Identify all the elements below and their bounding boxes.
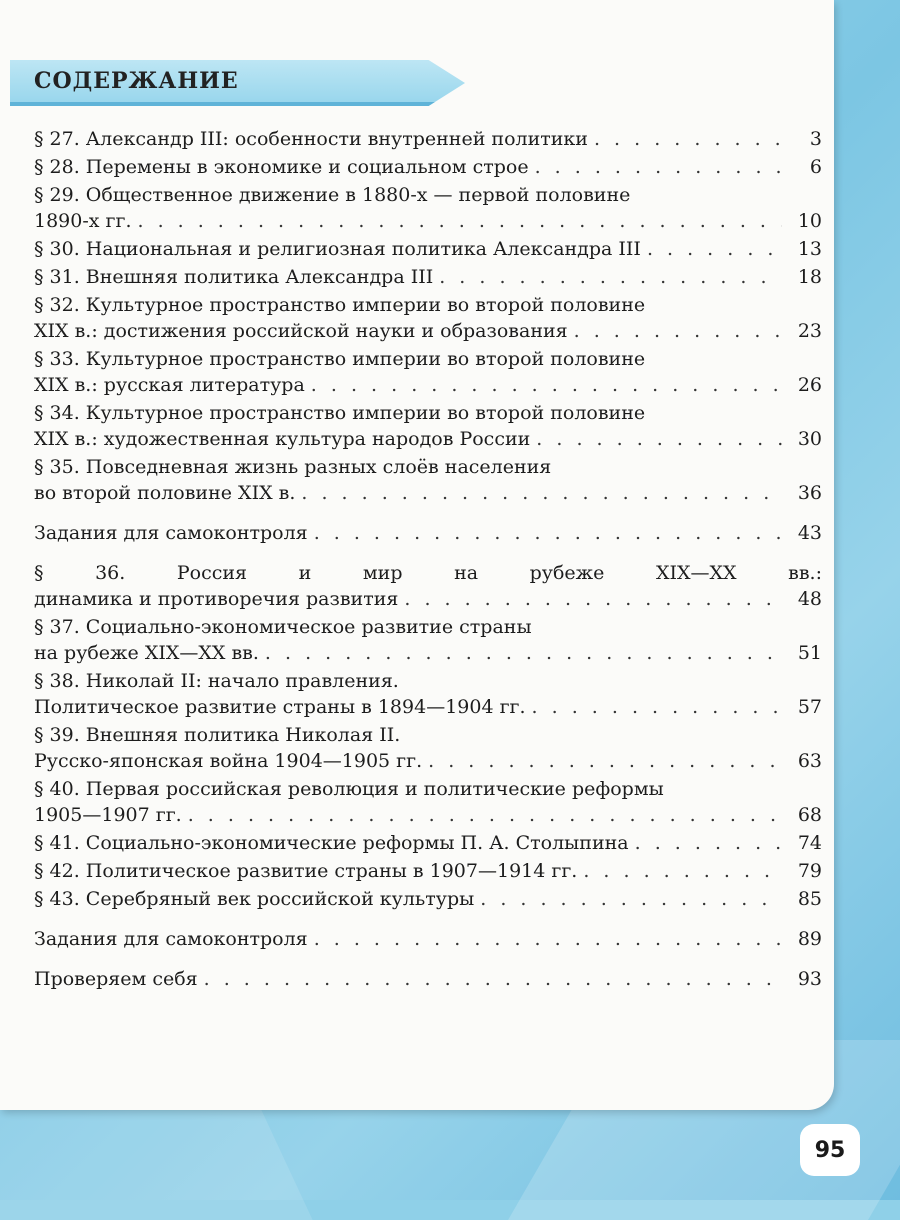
dot-leader xyxy=(428,748,782,774)
toc-page-number: 26 xyxy=(797,374,822,396)
toc-entry-title: § 42. Политическое развитие страны в 1907—1914 гг. xyxy=(34,860,578,882)
toc-entry[interactable] xyxy=(34,346,822,398)
toc-entry-title: § 38. Николай II: начало правления. xyxy=(34,670,399,692)
toc-entry-title-cont: во второй половине XIX в. xyxy=(34,482,296,504)
dot-leader xyxy=(301,480,782,506)
toc-entry[interactable] xyxy=(34,830,822,856)
toc-page-number: 48 xyxy=(797,588,822,610)
dot-leader xyxy=(536,426,782,452)
toc-page-number: 63 xyxy=(797,750,822,772)
toc-entry[interactable] xyxy=(34,776,822,828)
toc-entry-title-cont: 1890-х гг. xyxy=(34,210,132,232)
toc-entry[interactable] xyxy=(34,182,822,234)
dot-leader xyxy=(204,966,782,992)
toc-entry-title: § 27. Александр III: особенности внутренней политики xyxy=(34,128,588,150)
toc-entry-title-cont: Русско-японская война 1904—1905 гг. xyxy=(34,750,423,772)
toc-entry-title: § 28. Перемены в экономике и социальном строе xyxy=(34,156,529,178)
toc-entry-title-cont: динамика и противоречия развития xyxy=(34,588,399,610)
toc-page-number: 30 xyxy=(797,428,822,450)
toc-page-number: 10 xyxy=(797,210,822,232)
page-title: СОДЕРЖАНИЕ xyxy=(34,68,239,94)
dot-leader xyxy=(439,264,782,290)
page-number-badge: 95 xyxy=(800,1124,860,1176)
toc-entry[interactable] xyxy=(34,126,822,152)
dot-leader xyxy=(583,858,782,884)
dot-leader xyxy=(532,694,782,720)
toc-entry-title: Задания для самоконтроля xyxy=(34,928,308,950)
toc-entry-title-cont: Политическое развитие страны в 1894—1904 гг. xyxy=(34,696,526,718)
toc-page-number: 89 xyxy=(797,928,822,950)
dot-leader xyxy=(574,318,782,344)
toc-entry-title: § 39. Внешняя политика Николая II. xyxy=(34,724,401,746)
toc-page-number: 85 xyxy=(797,888,822,910)
dot-leader xyxy=(311,372,782,398)
toc-page-number: 79 xyxy=(797,860,822,882)
toc-page-number: 3 xyxy=(809,128,822,150)
toc-page-number: 43 xyxy=(797,522,822,544)
toc-entry-title: Проверяем себя xyxy=(34,968,198,990)
dot-leader xyxy=(647,236,782,262)
toc-entry[interactable] xyxy=(34,236,822,262)
toc-page-number: 93 xyxy=(797,968,822,990)
toc-entry-title: § 43. Серебряный век российской культуры xyxy=(34,888,475,910)
toc-entry-title: § 40. Первая российская революция и политические реформы xyxy=(34,778,664,800)
toc-entry[interactable] xyxy=(34,154,822,180)
table-of-contents xyxy=(34,126,822,994)
dot-leader xyxy=(314,926,782,952)
toc-entry-title: § 37. Социально-экономическое развитие страны xyxy=(34,616,532,638)
toc-entry-title: § 41. Социально-экономические реформы П. А. Столыпина xyxy=(34,832,629,854)
toc-page-number: 23 xyxy=(797,320,822,342)
toc-entry-title: § 34. Культурное пространство империи во второй половине xyxy=(34,402,646,424)
dot-leader xyxy=(265,640,782,666)
toc-page-number: 13 xyxy=(797,238,822,260)
toc-entry-title: § 33. Культурное пространство империи во второй половине xyxy=(34,348,646,370)
toc-page-number: 74 xyxy=(797,832,822,854)
toc-entry[interactable] xyxy=(34,668,822,720)
dot-leader xyxy=(137,208,782,234)
toc-entry-title: Задания для самоконтроля xyxy=(34,522,308,544)
toc-entry-check-yourself[interactable] xyxy=(34,966,822,992)
toc-page-number: 18 xyxy=(797,266,822,288)
toc-entry-self-check[interactable] xyxy=(34,520,822,546)
toc-page-number: 57 xyxy=(797,696,822,718)
toc-entry[interactable] xyxy=(34,614,822,666)
toc-entry-title: § 36. Россия и мир на рубеже XIX—XX вв.: xyxy=(34,562,822,584)
toc-page-number: 36 xyxy=(797,482,822,504)
toc-entry-title-cont: XIX в.: русская литература xyxy=(34,374,305,396)
toc-entry[interactable] xyxy=(34,454,822,506)
toc-entry[interactable] xyxy=(34,886,822,912)
toc-entry-title-cont: 1905—1907 гг. xyxy=(34,804,182,826)
toc-entry-title: § 32. Культурное пространство империи во второй половине xyxy=(34,294,646,316)
toc-entry[interactable] xyxy=(34,722,822,774)
dot-leader xyxy=(535,154,782,180)
toc-entry[interactable] xyxy=(34,292,822,344)
toc-entry-title-cont: XIX в.: достижения российской науки и образования xyxy=(34,320,568,342)
dot-leader xyxy=(404,586,782,612)
dot-leader xyxy=(480,886,782,912)
toc-entry[interactable] xyxy=(34,264,822,290)
dot-leader xyxy=(594,126,782,152)
toc-entry[interactable] xyxy=(34,858,822,884)
toc-entry-title-cont: на рубеже XIX—XX вв. xyxy=(34,642,259,664)
toc-page-number: 6 xyxy=(809,156,822,178)
toc-entry[interactable] xyxy=(34,400,822,452)
dot-leader xyxy=(188,802,782,828)
toc-entry-title: § 30. Национальная и религиозная политика Александра III xyxy=(34,238,641,260)
dot-leader xyxy=(635,830,782,856)
toc-entry-title-cont: XIX в.: художественная культура народов России xyxy=(34,428,531,450)
toc-entry-title: § 31. Внешняя политика Александра III xyxy=(34,266,434,288)
toc-entry-title: § 35. Повседневная жизнь разных слоёв населения xyxy=(34,456,552,478)
toc-entry[interactable] xyxy=(34,560,822,612)
toc-page-number: 51 xyxy=(797,642,822,664)
toc-entry-self-check[interactable] xyxy=(34,926,822,952)
dot-leader xyxy=(314,520,782,546)
toc-page-number: 68 xyxy=(797,804,822,826)
toc-entry-title: § 29. Общественное движение в 1880-х — первой половине xyxy=(34,184,631,206)
